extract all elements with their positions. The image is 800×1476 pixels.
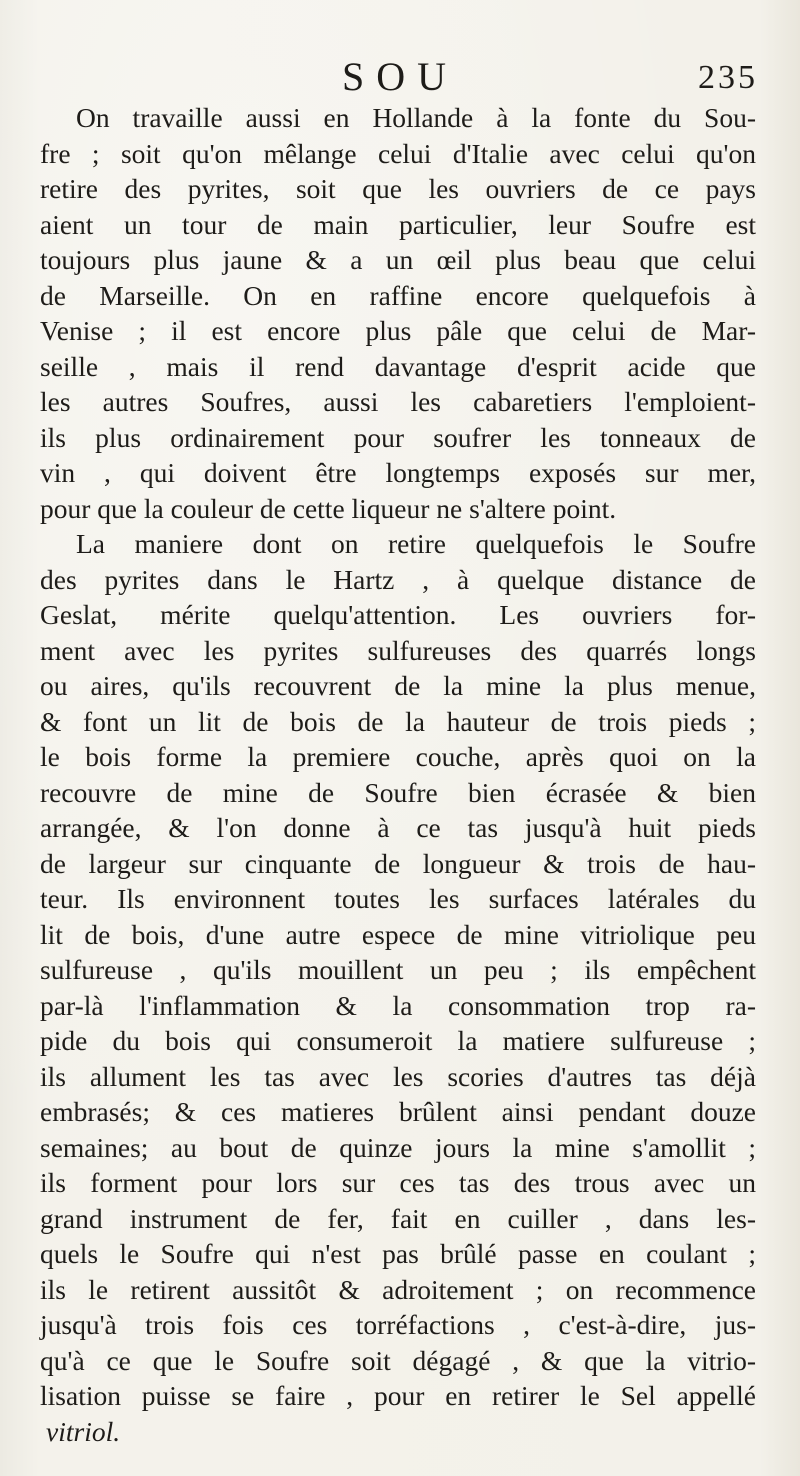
text-line: teur. Ils environnent toutes les surfaces latérales du <box>40 883 756 914</box>
text-line: toujours plus jaune & a un œil plus beau que celui <box>40 244 756 275</box>
running-head: SOU <box>341 54 459 99</box>
text-line: Geslat, mérite quelqu'attention. Les ouvriers for- <box>40 599 756 630</box>
text-line: arrangée, & l'on donne à ce tas jusqu'à huit pieds <box>40 812 756 843</box>
text-line: de Marseille. On en raffine encore quelquefois à <box>40 279 756 311</box>
text-line: grand instrument de fer, fait en cuiller , dans les- <box>40 1202 756 1234</box>
text-line: & font un lit de bois de la hauteur de trois pieds ; <box>40 705 756 737</box>
text-line: Venise ; il est encore plus pâle que celui de Mar- <box>40 315 756 346</box>
text-line: qu'à ce que le Soufre soit dégagé , & que la vitrio- <box>40 1344 756 1376</box>
text-line: sulfureuse , qu'ils mouillent un peu ; ils empêchent <box>40 954 756 985</box>
text-line: embrasés; & ces matieres brûlent ainsi pendant douze <box>40 1096 756 1127</box>
text-line: pour que la couleur de cette liqueur ne s'altere point. <box>40 492 617 524</box>
text-line: de largeur sur cinquante de longueur & trois de hau- <box>40 847 756 879</box>
text-line: retire des pyrites, soit que les ouvriers de ce pays <box>40 173 756 204</box>
text-line: jusqu'à trois fois ces torréfactions , c'est-à-dire, jus- <box>40 1309 756 1340</box>
page-number: 235 <box>698 59 758 96</box>
page-header <box>0 52 800 102</box>
text-line: La maniere dont on retire quelquefois le Soufre <box>76 528 756 559</box>
text-line: ils plus ordinairement pour soufrer les tonneaux de <box>40 421 756 453</box>
text-line: ils le retirent aussitôt & adroitement ; on recommence <box>40 1273 756 1305</box>
body-text <box>0 100 800 1449</box>
text-line: lit de bois, d'une autre espece de mine vitriolique peu <box>40 918 756 950</box>
text-line: quels le Soufre qui n'est pas brûlé passe en coulant ; <box>40 1238 756 1269</box>
text-line: aient un tour de main particulier, leur Soufre est <box>40 208 756 240</box>
text-line: recouvre de mine de Soufre bien écrasée & bien <box>40 776 756 808</box>
text-line: ils forment pour lors sur ces tas des trous avec un <box>40 1167 756 1198</box>
text-line: fre ; soit qu'on mêlange celui d'Italie avec celui qu'on <box>40 137 756 169</box>
text-line: ou aires, qu'ils recouvrent de la mine la plus menue, <box>40 670 756 701</box>
text-line: lisation puisse se faire , pour en retirer le Sel appellé <box>40 1380 756 1411</box>
text-line: des pyrites dans le Hartz , à quelque distance de <box>40 563 756 595</box>
text-line: seille , mais il rend davantage d'esprit acide que <box>40 350 756 382</box>
text-line: On travaille aussi en Hollande à la fonte du Sou- <box>76 102 756 133</box>
text-line: pide du bois qui consumeroit la matiere sulfureuse ; <box>40 1025 756 1056</box>
text-line: ils allument les tas avec les scories d'autres tas déjà <box>40 1060 756 1092</box>
text-line: les autres Soufres, aussi les cabaretiers l'emploient- <box>40 386 756 417</box>
text-line: par-là l'inflammation & la consommation trop ra- <box>40 989 756 1021</box>
text-line: semaines; au bout de quinze jours la mine s'amollit ; <box>40 1131 756 1163</box>
text-line: vin , qui doivent être longtemps exposés sur mer, <box>40 457 756 488</box>
text-line: le bois forme la premiere couche, après quoi on la <box>40 741 756 772</box>
text-line: vitriol. <box>46 1415 121 1447</box>
text-line: ment avec les pyrites sulfureuses des quarrés longs <box>40 634 756 666</box>
